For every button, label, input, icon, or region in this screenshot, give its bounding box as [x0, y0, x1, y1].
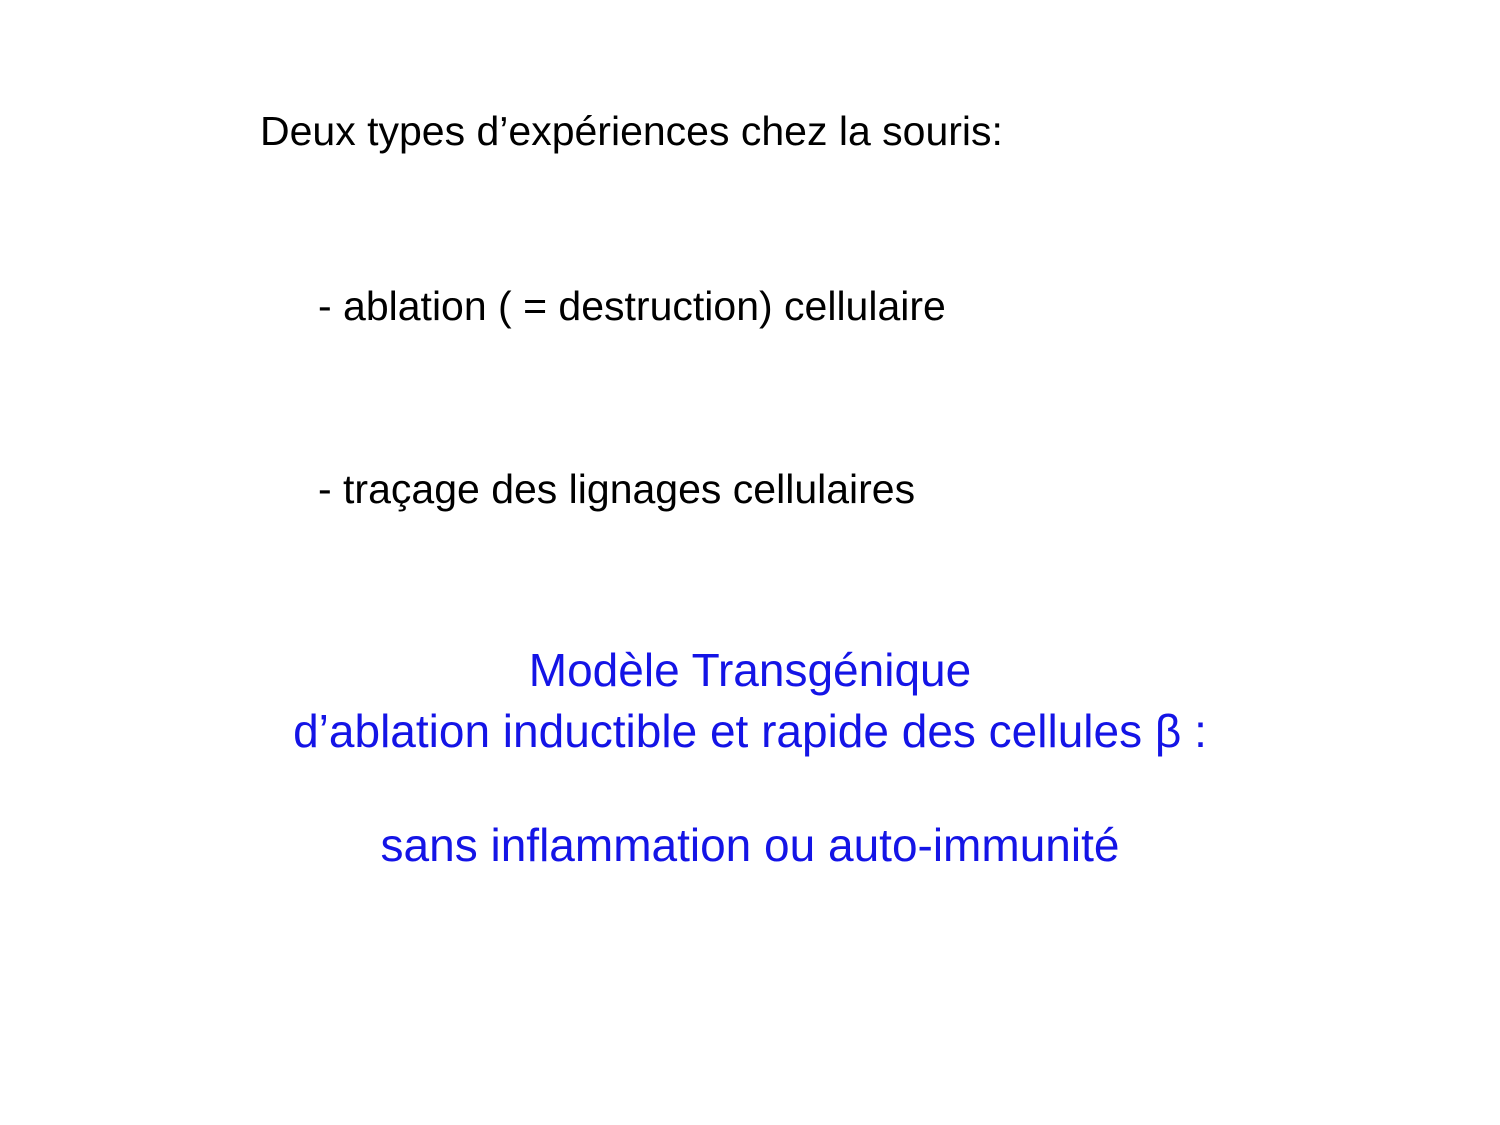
highlight-spacer	[0, 761, 1500, 815]
bullet-item-tracage: - traçage des lignages cellulaires	[318, 466, 916, 512]
highlight-title-line-2: d’ablation inductible et rapide des cellules β :	[293, 704, 1207, 757]
intro-text: Deux types d’expériences chez la souris:	[260, 108, 1003, 154]
highlight-title-line-1: Modèle Transgénique	[528, 644, 972, 696]
highlight-title-line-3: sans inflammation ou auto-immunité	[380, 819, 1120, 872]
bullet-item-ablation: - ablation ( = destruction) cellulaire	[318, 283, 946, 329]
highlight-block	[0, 640, 1500, 876]
